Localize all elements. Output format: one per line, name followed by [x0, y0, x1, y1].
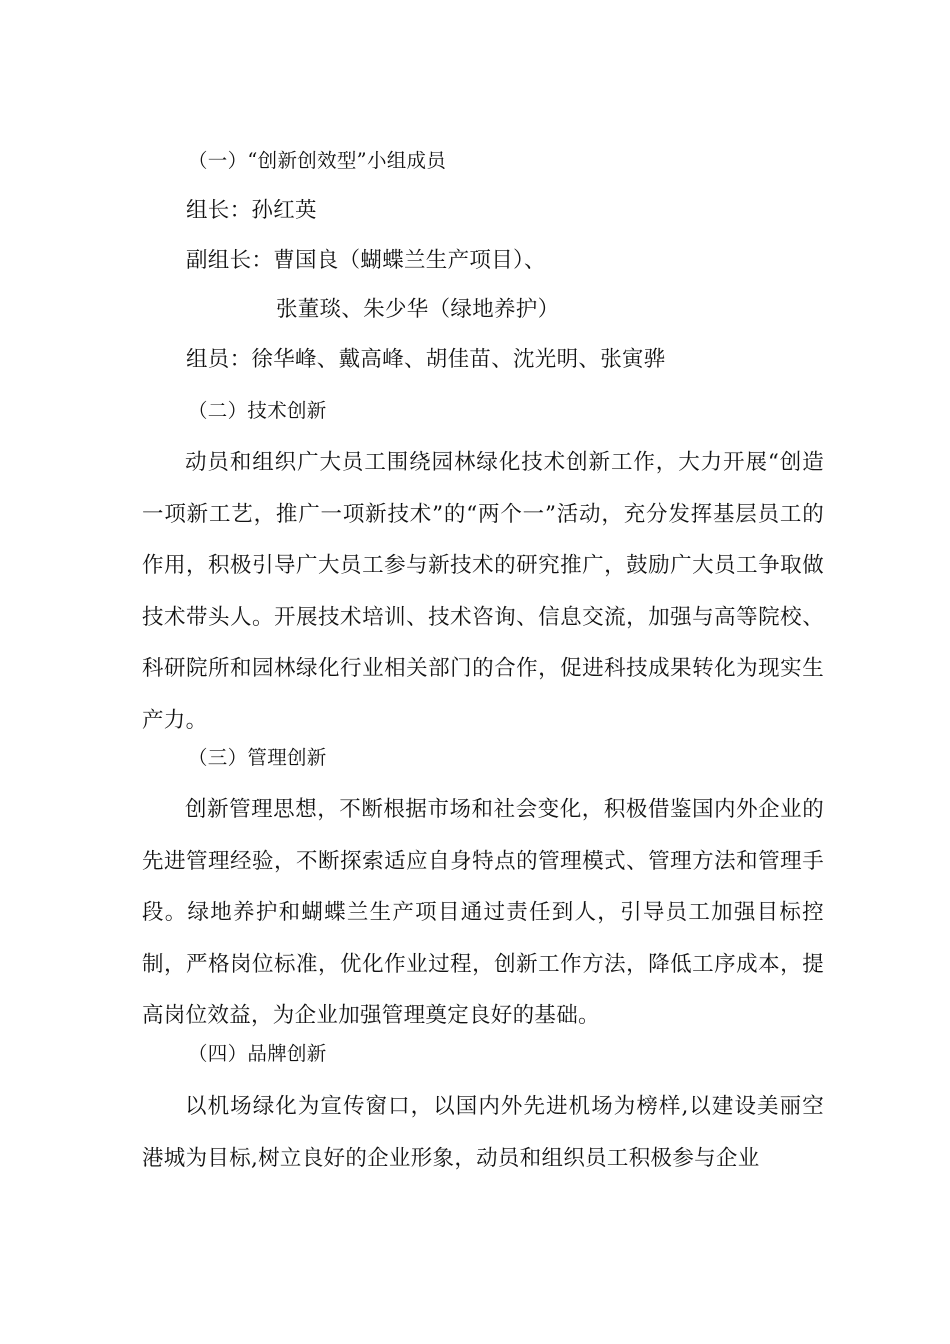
- section4-heading: （四）品牌创新: [188, 1042, 327, 1065]
- group-members: 组员：徐华峰、戴高峰、胡佳苗、沈光明、张寅骅: [186, 347, 666, 372]
- deputy-leader-line1: 副组长：曹国良（蝴蝶兰生产项目）、: [186, 248, 546, 273]
- section2-body: 动员和组织广大员工围绕园林绿化技术创新工作，大力开展“创造一项新工艺，推广一项新技术”的“两个一”活动，充分发挥基层员工的作用，积极引导广大员工参与新技术的研究推广，鼓励广大员工争取做技术带头人。开展技术培训、技术咨询、信息交流，加强与高等院校、科研院所和园林绿化行业相关部门的合作，促进科技成果转化为现实生产力。: [142, 450, 824, 733]
- section4-body: 以机场绿化为宣传窗口，以国内外先进机场为榜样,以建设美丽空港城为目标,树立良好的企业形象，动员和组织员工积极参与企业: [142, 1094, 824, 1171]
- section3-body: 创新管理思想，不断根据市场和社会变化，积极借鉴国内外企业的先进管理经验，不断探索适应自身特点的管理模式、管理方法和管理手段。绿地养护和蝴蝶兰生产项目通过责任到人，引导员工加强目标控制，严格岗位标准，优化作业过程，创新工作方法，降低工序成本，提高岗位效益，为企业加强管理奠定良好的基础。: [142, 797, 824, 1029]
- group-leader: 组长：孙红英: [186, 198, 317, 223]
- deputy-leader-line2: 张董琰、朱少华（绿地养护）: [276, 297, 560, 322]
- section1-heading: （一）“创新创效型”小组成员: [188, 149, 447, 172]
- section2-heading: （二）技术创新: [188, 399, 327, 422]
- section3-heading: （三）管理创新: [188, 746, 327, 769]
